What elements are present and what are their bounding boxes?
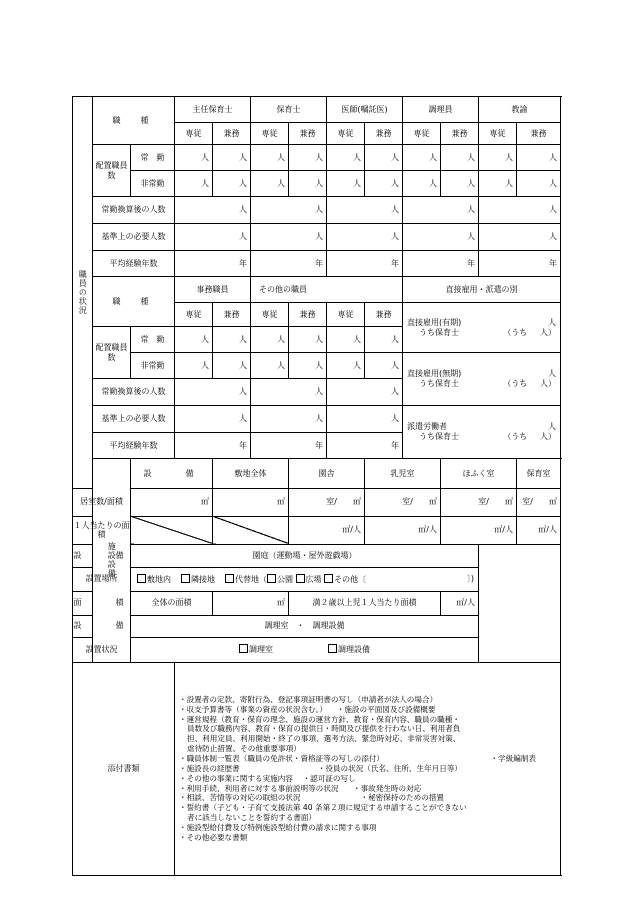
years-cell[interactable]: 年: [175, 251, 251, 277]
garden-title: 園庭（運動場・屋外遊戯場）: [131, 544, 479, 567]
attach-item: ・職員体制一覧表（職員の免許状・資格証等の写しの添付）: [179, 753, 385, 763]
equipment-label: 設 備: [131, 459, 213, 489]
equipment-label: 設 備: [73, 544, 131, 567]
attach-line: 員数及び職務内容、教育・保育の提供日・時間及び提供を行わない日、利用者負: [187, 724, 461, 734]
per-person-cell[interactable]: ㎡/人: [517, 516, 561, 544]
direct-fixed-cell[interactable]: [403, 303, 561, 353]
uchi-close: 人）: [540, 379, 556, 388]
over2-area-label: 満２歳以上児１人当たり面積: [289, 591, 441, 615]
count-cell[interactable]: 人: [403, 171, 441, 197]
facility-col: 園舎: [289, 459, 365, 489]
count-cell[interactable]: 人: [175, 145, 213, 171]
count-cell[interactable]: 人: [479, 145, 517, 171]
loc-label: 代替地（: [235, 574, 267, 584]
checkbox[interactable]: [239, 644, 248, 653]
attach-line: [179, 764, 556, 774]
required-cell[interactable]: 人: [175, 406, 251, 433]
staff-section-label: 職員の状況: [73, 97, 93, 489]
per-person-label: １人当たりの面積: [73, 516, 131, 544]
loc-label: 隣接地: [191, 574, 215, 584]
attach-line: [179, 793, 556, 803]
regular-label: 常 勤: [131, 327, 175, 353]
fte-label: 常勤換算後の人数: [93, 197, 175, 224]
required-cell[interactable]: 人: [327, 224, 403, 251]
full-time-header: 専従: [251, 123, 289, 145]
attach-item: ・収支予算書等（事業の資産の状況含む。）: [179, 704, 328, 714]
years-cell[interactable]: 年: [327, 251, 403, 277]
attach-item: ・認可証の写し: [302, 773, 356, 783]
direct-fixed-label: 直接雇用(有期): [407, 317, 462, 327]
checkbox[interactable]: [225, 574, 234, 583]
room-area-cell[interactable]: 室/ ㎡: [517, 488, 561, 516]
room-area-cell[interactable]: 室/ ㎡: [441, 488, 517, 516]
whole-area-label: 全体の面積: [131, 591, 213, 615]
full-time-header: 専従: [327, 123, 365, 145]
fte-cell[interactable]: 人: [403, 197, 479, 224]
of-which-nursery: うち保育士: [419, 379, 459, 388]
count-cell[interactable]: 人: [251, 327, 289, 353]
attach-line: [179, 754, 556, 764]
na-cell: [131, 516, 213, 544]
count-cell[interactable]: 人: [365, 171, 403, 197]
checkbox[interactable]: [296, 574, 305, 583]
direct-unfixed-label: 直接雇用(無期): [407, 369, 462, 379]
per-person-cell[interactable]: ㎡/人: [289, 516, 365, 544]
loc-label: 公園: [277, 574, 293, 584]
fte-cell[interactable]: 人: [175, 379, 251, 406]
full-time-header: 専従: [251, 303, 289, 327]
attach-line: ・設置者の定款、寄附行為、登記事項証明書の写し（申請者が法人の場合）: [179, 694, 438, 704]
fte-cell[interactable]: 人: [327, 197, 403, 224]
checkbox[interactable]: [324, 574, 333, 583]
count-cell[interactable]: 人: [175, 171, 213, 197]
full-time-header: 専従: [327, 303, 365, 327]
status-label: 設置状況: [73, 637, 131, 662]
count-cell[interactable]: 人: [517, 145, 561, 171]
avg-years-label: 平均経験年数: [93, 433, 175, 459]
dispatch-cell[interactable]: [403, 406, 561, 459]
kitchen-label: 調理設備: [338, 645, 371, 655]
facility-col: ほふく室: [441, 459, 517, 489]
attach-line: 者に該当しないことを誓約する書面）: [187, 813, 317, 823]
room-area-cell[interactable]: 室/ ㎡: [365, 488, 441, 516]
attach-item: ・事故発生時の対応: [352, 783, 422, 793]
attach-line: [179, 784, 556, 794]
uchi-open: （うち: [503, 327, 528, 337]
uchi-open: （うち: [503, 379, 528, 388]
required-cell[interactable]: 人: [251, 224, 327, 251]
years-cell[interactable]: 年: [175, 433, 251, 459]
count-cell[interactable]: 人: [251, 145, 289, 171]
fte-cell[interactable]: 人: [479, 197, 561, 224]
type-label: 職 種: [93, 97, 175, 145]
attach-item: ・相談、苦情等の対応の取組の状況: [179, 793, 301, 803]
of-which-nursery: うち保育士: [419, 327, 459, 337]
count-cell[interactable]: 人: [365, 145, 403, 171]
equipment-label: 設 備: [73, 615, 131, 637]
count-cell[interactable]: 人: [327, 327, 365, 353]
count-cell[interactable]: 人: [289, 353, 327, 379]
direct-label: 直接雇用・派遣の別: [403, 277, 561, 303]
attach-line: ・施設型給付費及び特例施設型給付費の請求に関する事項: [179, 823, 377, 832]
years-cell[interactable]: 年: [403, 251, 479, 277]
checkbox[interactable]: [137, 574, 146, 583]
fte-label: 常勤換算後の人数: [93, 379, 175, 406]
facility-col: 保育室: [517, 459, 561, 489]
location-label: 設置場所: [73, 567, 131, 591]
avg-years-label: 平均経験年数: [93, 251, 175, 277]
attachments-label: 添付書類: [73, 662, 175, 875]
attach-item: ・秘密保持のための措置: [360, 793, 445, 803]
attach-item: ・役員の状況（氏名、住所、生年月日等）: [317, 763, 463, 773]
area-cell[interactable]: ㎡: [131, 488, 213, 516]
full-time-header: 専従: [479, 123, 517, 145]
checkbox[interactable]: [181, 574, 190, 583]
area-cell[interactable]: ㎡: [213, 488, 289, 516]
count-cell[interactable]: 人: [213, 353, 251, 379]
count-cell[interactable]: 人: [289, 145, 327, 171]
uchi-close: 人）: [540, 432, 556, 441]
count-cell[interactable]: 人: [289, 171, 327, 197]
type-label-2: 職 種: [93, 277, 175, 327]
years-cell[interactable]: 年: [251, 433, 327, 459]
required-cell[interactable]: 人: [403, 224, 479, 251]
attach-line: ・その他必要な書類: [179, 832, 248, 842]
loc-label: 広場: [305, 574, 322, 584]
facility-col: 乳児室: [365, 459, 441, 489]
required-cell[interactable]: 人: [479, 224, 561, 251]
kitchen-options: [131, 637, 479, 662]
years-cell[interactable]: 年: [251, 251, 327, 277]
nonregular-label: 非常勤: [131, 171, 175, 197]
checkbox[interactable]: [328, 644, 337, 653]
attach-line: [179, 705, 556, 715]
required-cell[interactable]: 人: [251, 406, 327, 433]
unit: 人: [548, 369, 556, 379]
per-person-cell[interactable]: ㎡/人: [441, 516, 517, 544]
whole-area-cell[interactable]: ㎡: [213, 591, 289, 615]
role-header: 保育士: [251, 97, 327, 123]
fte-cell[interactable]: 人: [251, 379, 327, 406]
per-person-cell[interactable]: ㎡/人: [365, 516, 441, 544]
kitchen-title: 調理室 ・ 調理設備: [131, 615, 479, 637]
part-time-header: 兼務: [365, 123, 403, 145]
attach-item: ・施設の平面図及び設備概要: [336, 704, 436, 714]
required-cell[interactable]: 人: [175, 224, 251, 251]
count-cell[interactable]: 人: [479, 171, 517, 197]
role-header: その他の職員: [251, 277, 403, 303]
role-header: 調理員: [403, 97, 479, 123]
loc-close: 〕): [466, 574, 474, 584]
application-form-table: [72, 96, 561, 876]
role-header: 主任保育士: [175, 97, 251, 123]
loc-label: その他〔: [334, 574, 367, 584]
full-time-header: 専従: [403, 123, 441, 145]
count-cell[interactable]: 人: [213, 171, 251, 197]
attach-item: ・施設長の経歴書: [179, 763, 240, 773]
count-cell[interactable]: 人: [441, 171, 479, 197]
attach-line: ・運営規程（教育・保育の理念、施設の運営方針、教育・保育内容、職員の職種・: [179, 714, 460, 724]
checkbox[interactable]: [267, 574, 276, 583]
kitchen-label: 調理室: [248, 645, 273, 655]
count-cell[interactable]: 人: [517, 171, 561, 197]
attach-line: 虐待防止措置、その他重要事項）: [187, 744, 301, 754]
attach-line: [179, 774, 556, 784]
loc-adjacent[interactable]: [181, 574, 215, 585]
attach-line: ・誓約書（子ども・子育て支援法第 40 条第２項に規定する申請することができない: [179, 803, 467, 813]
attach-item: ・学級編制表: [490, 753, 536, 763]
attach-item: ・利用手続、利用者に対する事前説明等の状況: [179, 783, 339, 793]
part-time-header: 兼務: [213, 123, 251, 145]
role-header: 医師(嘱託医): [327, 97, 403, 123]
fte-cell[interactable]: 人: [327, 379, 403, 406]
unit: 人: [548, 317, 556, 327]
facility-section-label: 施設設備: [93, 459, 131, 663]
unit: 人: [548, 422, 556, 432]
required-cell[interactable]: 人: [327, 406, 403, 433]
count-cell[interactable]: 人: [213, 145, 251, 171]
uchi-close: 人）: [540, 327, 556, 337]
role-header: 事務職員: [175, 277, 251, 303]
full-time-header: 専従: [175, 123, 213, 145]
years-cell[interactable]: 年: [327, 433, 403, 459]
role-header: 教諭: [479, 97, 561, 123]
direct-unfixed-cell[interactable]: [403, 353, 561, 406]
full-time-header: 専従: [175, 303, 213, 327]
dispatch-label: 派遣労働者: [407, 422, 447, 432]
fte-cell[interactable]: 人: [175, 197, 251, 224]
regular-label: 常 勤: [131, 145, 175, 171]
count-cell[interactable]: 人: [441, 145, 479, 171]
placement-label: 配置職員数: [93, 145, 131, 197]
uchi-open: （うち: [503, 432, 528, 441]
count-cell[interactable]: 人: [327, 353, 365, 379]
part-time-header: 兼務: [365, 303, 403, 327]
of-which-nursery: うち保育士: [419, 432, 459, 441]
attach-item: ・その他の事業に関する実施内容: [179, 773, 293, 783]
part-time-header: 兼務: [441, 123, 479, 145]
count-cell[interactable]: 人: [327, 145, 365, 171]
loc-onsite[interactable]: [137, 574, 171, 585]
location-options: [131, 567, 479, 591]
fte-cell[interactable]: 人: [251, 197, 327, 224]
years-cell[interactable]: 年: [479, 251, 561, 277]
count-cell[interactable]: 人: [175, 327, 213, 353]
required-label: 基準上の必要人数: [93, 406, 175, 433]
na-cell: [213, 516, 289, 544]
count-cell[interactable]: 人: [289, 327, 327, 353]
room-area-cell[interactable]: 室/ ㎡: [289, 488, 365, 516]
count-cell[interactable]: 人: [251, 171, 289, 197]
loc-alternate[interactable]: [225, 574, 366, 585]
part-time-header: 兼務: [213, 303, 251, 327]
area-label: 面 積: [73, 591, 131, 615]
attach-line: 担、利用定員、利用開始・終了の事項、選考方法、緊急時対応、非常災害対策、: [187, 734, 461, 744]
room-area-label: 居室数/面積: [73, 488, 131, 516]
required-label: 基準上の必要人数: [93, 224, 175, 251]
facility-col: 敷地全体: [213, 459, 289, 489]
attachments-list: [175, 662, 561, 875]
loc-label: 敷地内: [147, 574, 171, 584]
count-cell[interactable]: 人: [251, 353, 289, 379]
count-cell[interactable]: 人: [365, 327, 403, 353]
kitchen-equipment-option[interactable]: [328, 645, 370, 654]
kitchen-room-option[interactable]: [239, 645, 273, 654]
part-time-header: 兼務: [289, 303, 327, 327]
over2-area-cell[interactable]: ㎡/人: [441, 591, 479, 615]
nonregular-label: 非常勤: [131, 353, 175, 379]
part-time-header: 兼務: [517, 123, 561, 145]
count-cell[interactable]: 人: [327, 171, 365, 197]
placement-label: 配置職員数: [93, 327, 131, 379]
count-cell[interactable]: 人: [175, 353, 213, 379]
count-cell[interactable]: 人: [403, 145, 441, 171]
count-cell[interactable]: 人: [213, 327, 251, 353]
count-cell[interactable]: 人: [365, 353, 403, 379]
part-time-header: 兼務: [289, 123, 327, 145]
